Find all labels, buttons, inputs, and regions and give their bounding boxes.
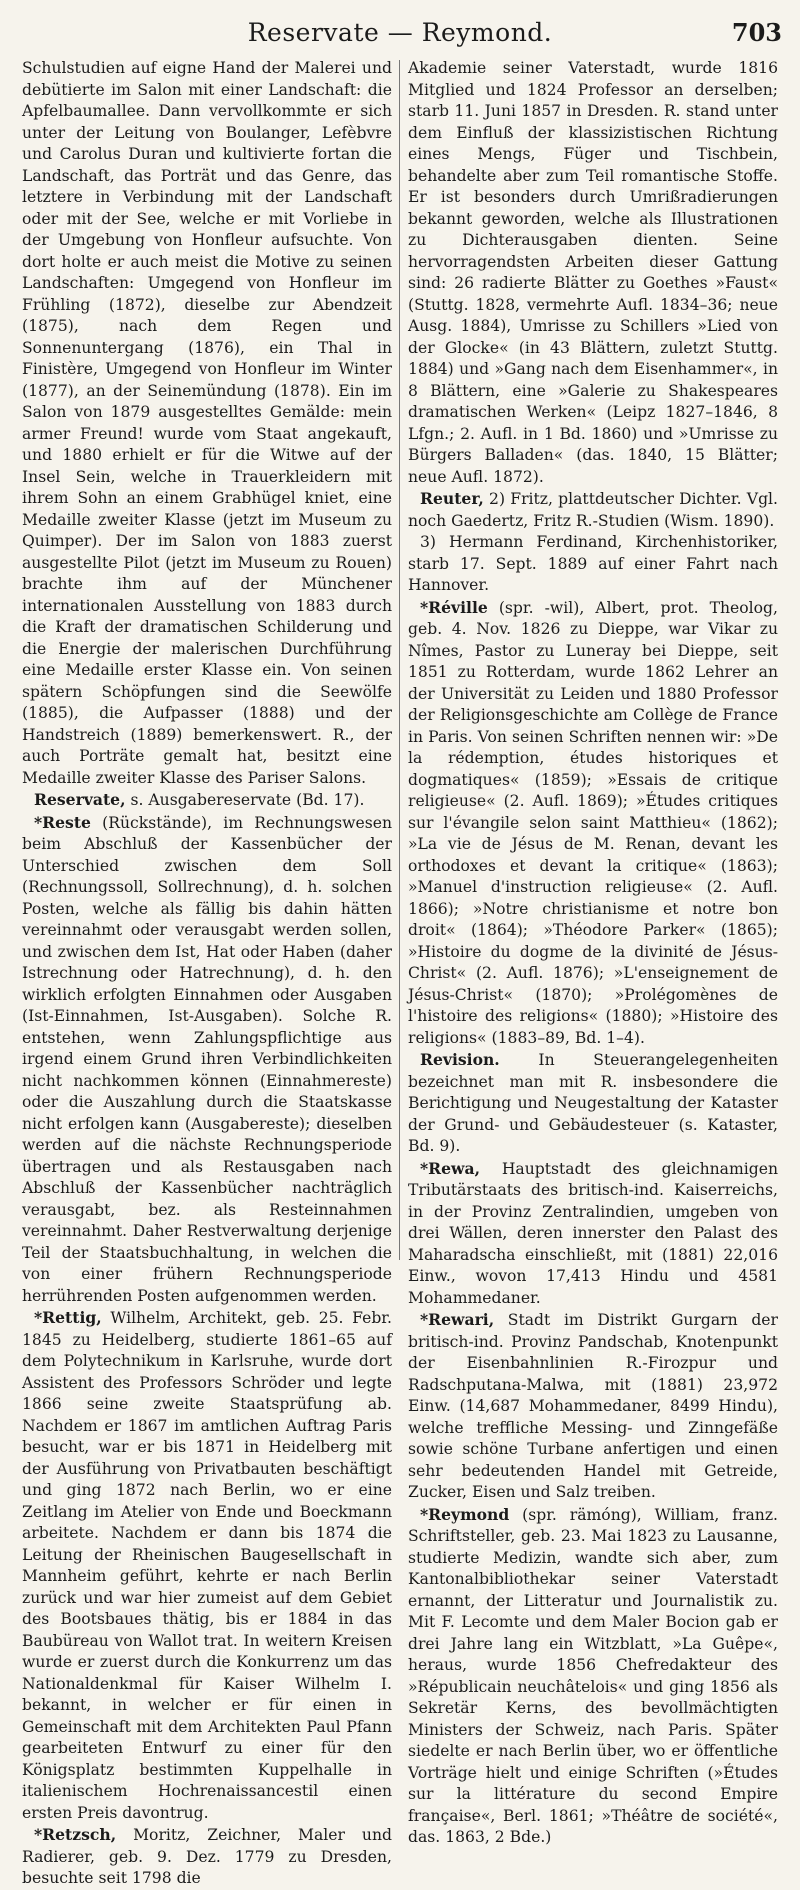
headword: Reservate,	[34, 790, 126, 809]
entry-text: (spr. rämóng), William, franz. Schriftsteller, geb. 23. Mai 1823 zu Lausanne, studierte Medizin, wandte sich aber, zum Kantonalbibliothekar seiner Vaterstadt ernannt, der Litteratur und Journalistik zu. Mit F. Lecomte und dem Maler Bocion gab er drei Jahre lang ein Witzblatt, »La Guêpe«, heraus, wurde 1856 Chefredakteur des »Républicain neuchâtelois« und ging 1856 als Sekretär Kerns, des bevollmächtigten Ministers der Schweiz, nach Paris. Später siedelte er nach Berlin über, wo er öffentliche Vorträge hielt und einige Schriften (»Études sur la littérature du second Empire française«, Berl. 1861; »Théâtre de société«, das. 1863, 2 Bde.)	[408, 1505, 778, 1846]
entry-rewa	[408, 1158, 778, 1310]
headword: *Retzsch,	[34, 1825, 117, 1844]
entry-text: (spr. -wil), Albert, prot. Theolog, geb. 4. Nov. 1826 zu Dieppe, war Vikar zu Nîmes, Pastor zu Luneray bei Dieppe, seit 1851 zu Rotterdam, wurde 1862 Lehrer an der Universität zu Leiden und 1880 Professor der Religionsgeschichte am Collège de France in Paris. Von seinen Schriften nennen wir: »De la rédemption, études historiques et dogmatiques« (1859); »Essais de critique religieuse« (2. Aufl. 1869); »Études critiques sur l'évangile selon saint Matthieu« (1862); »La vie de Jésus de M. Renan, devant les orthodoxes et devant la critique« (1863); »Manuel d'instruction religieuse« (2. Aufl. 1866); »Notre christianisme et notre bon droit« (1864); »Théodore Parker« (1865); »Histoire du dogme de la divinité de Jésus-Christ« (2. Aufl. 1876); »L'enseignement de Jésus-Christ« (1870); »Prolégomènes de l'histoire des religions« (1880); »Histoire des religions« (1883–89, Bd. 1–4).	[408, 598, 778, 1047]
entry-reste	[22, 812, 392, 1308]
entry-rewari	[408, 1309, 778, 1504]
running-title: Reservate — Reymond.	[247, 18, 553, 47]
page-header	[0, 14, 800, 54]
entry-text: (Rückstände), im Rechnungswesen beim Abschluß der Kassenbücher der Unterschied zwischen dem Soll (Rechnungssoll, Sollrechnung), d. h. solchen Posten, welche als fällig bis dahin hätten vereinnahmt oder verausgabt werden sollen, und zwischen dem Ist, Hat oder Haben (daher Istrechnung oder Hatrechnung), d. h. den wirklich erfolgten Einnahmen oder Ausgaben (Ist-Einnahmen, Ist-Ausgaben). Solche R. entstehen, wenn Zahlungspflichtige aus irgend einem Grund ihren Verbindlichkeiten nicht nachkommen können (Einnahmereste) oder die Auszahlung durch die Staatskasse nicht erfolgen kann (Ausgabereste); dieselben werden auf die nächste Rechnungsperiode übertragen und als Restausgaben nach Abschluß der Kassenbücher nachträglich verausgabt, bez. als Resteinnahmen vereinnahmt. Daher Restverwaltung derjenige Teil der Staatsbuchhaltung, in welchen die von einer frühern Rechnungsperiode herrührenden Posten aufgenommen werden.	[22, 813, 392, 1305]
left-column	[22, 58, 392, 1887]
entry-reuter-hermann: 3) Hermann Ferdinand, Kirchenhistoriker, starb 17. Sept. 1889 auf einer Fahrt nach Hannover.	[408, 533, 778, 594]
headword: *Reymond	[420, 1504, 510, 1524]
entry-revision	[408, 1049, 778, 1158]
right-column	[408, 58, 778, 1846]
headword: *Rettig,	[34, 1308, 102, 1327]
entry-reservate	[22, 789, 392, 812]
entry-reymond	[408, 1504, 778, 1849]
entry-continuation: Schulstudien auf eigne Hand der Malerei und debütierte im Salon mit einer Landschaft: die Apfelbaumallee. Dann vervollkommte er sich unter der Leitung von Boulanger, Lefèbvre und Carolus Duran und kultivierte fortan die Landschaft, das Porträt und das Genre, das letztere in Verbindung mit der Landschaft oder mit der See, welche er mit Vorliebe in der Umgebung von Honfleur aufsuchte. Von dort holte er auch meist die Motive zu seinen Landschaften: Umgegend von Honfleur im Frühling (1872), dieselbe zur Abendzeit (1875), nach dem Regen und Sonnenuntergang (1876), ein Thal in Finistère, Umgegend von Honfleur im Winter (1877), an der Seinemündung (1878). Ein im Salon von 1879 ausgestelltes Gemälde: mein armer Freund! wurde vom Staat angekauft, und 1880 erhielt er für die Witwe auf der Insel Sein, welche in Trauerkleidern mit ihrem Sohn an einem Grabhügel kniet, eine Medaille zweiter Klasse (jetzt im Museum zu Quimper). Der im Salon von 1883 zuerst ausgestellte Pilot (jetzt im Museum zu Rouen) brachte ihm auf der Münchener internationalen Ausstellung von 1883 durch die Kraft der dramatischen Schilderung und die Energie der malerischen Durchführung eine Medaille erster Klasse ein. Von seinen spätern Schöpfungen sind die Seewölfe (1885), die Aufpasser (1888) und der Handstreich (1889) bemerkenswert. R., der auch Porträte gemalt hat, besitzt eine Medaille zweiter Klasse des Pariser Salons.	[22, 59, 392, 787]
headword: *Rewari,	[420, 1310, 495, 1329]
entry-text: Wilhelm, Architekt, geb. 25. Febr. 1845 zu Heidelberg, studierte 1861–65 auf dem Polytechnikum in Karlsruhe, wurde dort Assistent des Professors Schröder und legte 1866 seine zweite Staatsprüfung ab. Nachdem er 1867 im amtlichen Auftrag Paris besucht, war er bis 1871 in Heidelberg mit der Ausführung von Privatbauten beschäftigt und ging 1872 nach Berlin, wo er eine Zeitlang im Atelier von Ende und Boeckmann arbeitete. Nachdem er dann bis 1874 die Leitung der Rheinischen Baugesellschaft in Mannheim geführt, kehrte er nach Berlin zurück und war hier zumeist auf dem Gebiet des Bootsbaues thätig, bis er 1884 in das Baubüreau von Wallot trat. In weitern Kreisen wurde er zuerst durch die Konkurrenz um das Nationaldenkmal für Kaiser Wilhelm I. bekannt, in welcher er für einen in Gemeinschaft mit dem Architekten Paul Pfann gearbeiteten Entwurf zu einer für den Königsplatz bestimmten Kuppelhalle in italienischem Hochrenaissancestil einen ersten Preis davontrug.	[22, 1309, 392, 1822]
headword: Reuter,	[420, 489, 484, 508]
headword: Revision.	[420, 1050, 500, 1069]
entry-retzsch	[22, 1824, 392, 1890]
headword: *Rewa,	[420, 1158, 480, 1178]
entry-text: 2) Fritz, plattdeutscher Dichter. Vgl. noch Gaedertz, Fritz R.-Studien (Wism. 1890).	[408, 490, 778, 530]
entry-rettig	[22, 1307, 392, 1824]
headword: *Reste	[34, 812, 91, 832]
headword: *Réville	[420, 597, 488, 617]
entry-reville	[408, 597, 778, 1050]
entry-continuation: Akademie seiner Vaterstadt, wurde 1816 Mitglied und 1824 Professor an derselben; starb 11. Juni 1857 in Dresden. R. stand unter dem Einfluß der klassizistischen Richtung eines Mengs, Füger und Tischbein, behandelte aber zum Teil romantische Stoffe. Er ist besonders durch Umrißradierungen bekannt geworden, welche als Illustrationen zu Dichterausgaben dienten. Seine hervorragendsten Arbeiten dieser Gattung sind: 26 radierte Blätter zu Goethes »Faust« (Stuttg. 1828, vermehrte Aufl. 1834–36; neue Ausg. 1884), Umrisse zu Schillers »Lied von der Glocke« (in 43 Blättern, zuletzt Stuttg. 1884) und »Gang nach dem Eisenhammer«, in 8 Blättern, eine »Galerie zu Shakespeares dramatischen Werken« (Leipz 1827–1846, 8 Lfgn.; 2. Aufl. in 1 Bd. 1860) und »Umrisse zu Bürgers Balladen« (das. 1840, 15 Blätter; neue Aufl. 1872).	[408, 59, 778, 486]
entry-text: In Steuerangelegenheiten bezeichnet man mit R. insbesondere die Berichtigung und Neugestaltung der Kataster der Grund- und Gebäudesteuer (s. Kataster, Bd. 9).	[408, 1051, 778, 1155]
entry-reuter	[408, 488, 778, 532]
entry-text: s. Ausgabereservate (Bd. 17).	[125, 791, 365, 809]
entry-text: Hauptstadt des gleichnamigen Tributärstaats des britisch-ind. Kaiserreichs, in der Provinz Zentralindien, umgeben von drei Wällen, deren innerster den Palast des Maharadscha einschließt, mit (1881) 22,016 Einw., wovon 17,413 Hindu und 4581 Mohammedaner.	[408, 1159, 778, 1307]
column-divider	[399, 60, 400, 1260]
entry-text: Moritz, Zeichner, Maler und Radierer, geb. 9. Dez. 1779 zu Dresden, besuchte seit 1798 die	[22, 1826, 392, 1887]
entry-text: Stadt im Distrikt Gurgarn der britisch-ind. Provinz Pandschab, Knotenpunkt der Eisenbahnlinien R.-Firozpur und Radschputana-Malwa, mit (1881) 23,972 Einw. (14,687 Mohammedaner, 8499 Hindu), welche treffliche Messing- und Zinngefäße sowie schöne Turbane anfertigen und einen sehr bedeutenden Handel mit Getreide, Zucker, Eisen und Salz treiben.	[408, 1311, 778, 1501]
page-number: 703	[731, 18, 782, 47]
